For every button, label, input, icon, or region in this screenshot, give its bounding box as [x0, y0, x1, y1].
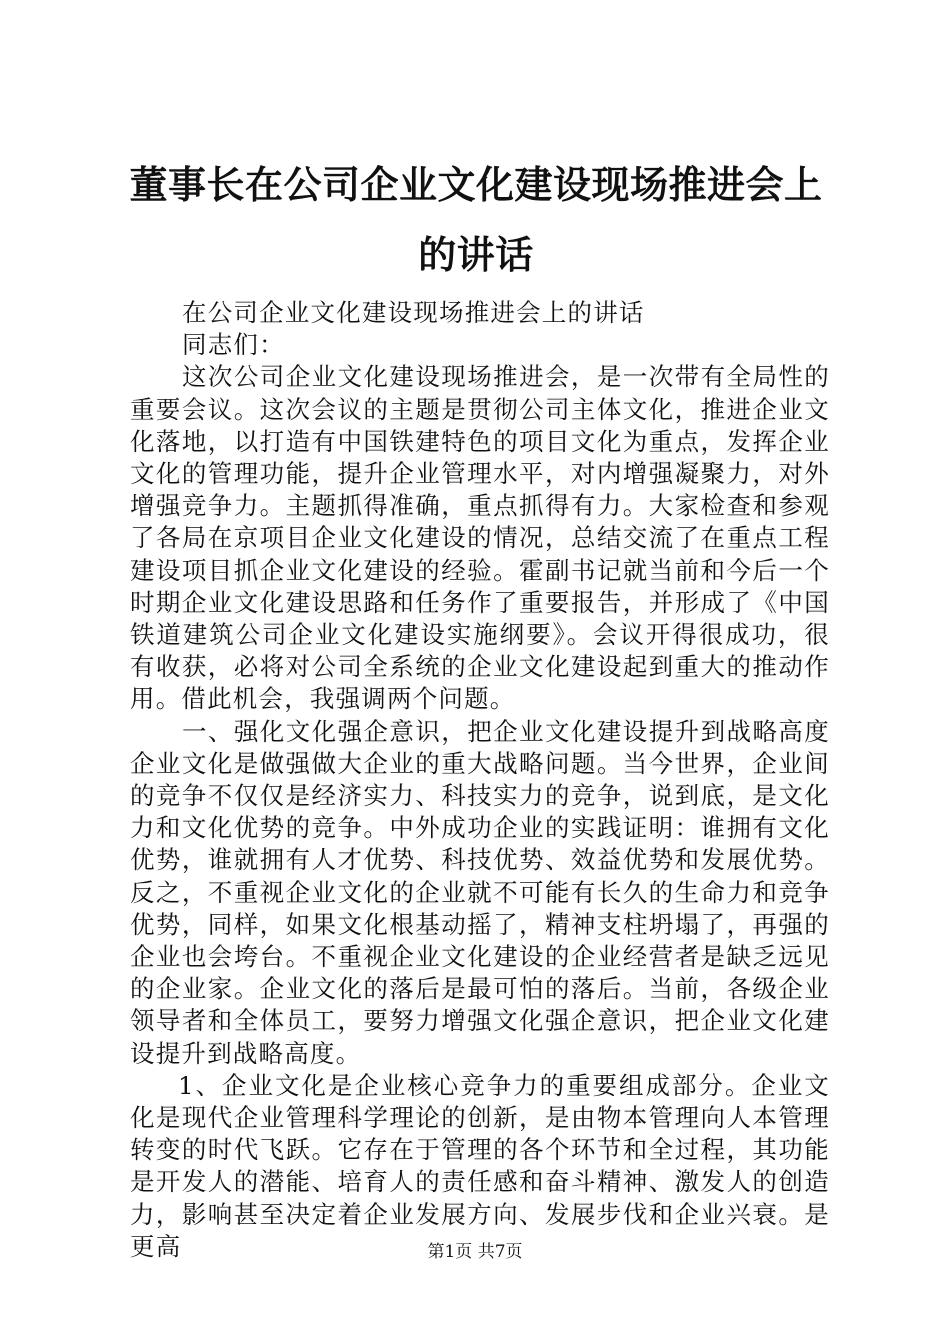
document-title: 董事长在公司企业文化建设现场推进会上的讲话 — [129, 162, 823, 277]
document-body — [130, 297, 830, 1263]
paragraph-3: 1、企业文化是企业核心竞争力的重要组成部分。企业文化是现代企业管理科学理论的创新，是由物本管理向人本管理转变的时代飞跃。它存在于管理的各个环节和全过程，其功能是开发人的潜能、培育人的责任感和奋斗精神、激发人的创造力，影响甚至决定着企业发展方向、发展步伐和企业兴衰。是更高 — [130, 1070, 830, 1261]
salutation: 同志们： — [182, 330, 285, 360]
document-subtitle: 在公司企业文化建设现场推进会上的讲话 — [182, 298, 645, 327]
paragraph-1: 这次公司企业文化建设现场推进会，是一次带有全局性的重要会议。这次会议的主题是贯彻公司主体文化，推进企业文化落地，以打造有中国铁建特色的项目文化为重点，发挥企业文化的管理功能，提升企业管理水平，对内增强凝聚力，对外增强竞争力。主题抓得准确，重点抓得有力。大家检查和参观了各局在京项目企业文化建设的情况，总结交流了在重点工程建设项目抓企业文化建设的经验。霍副书记就当前和今后一个时期企业文化建设思路和任务作了重要报告，并形成了《中国铁道建筑公司企业文化建设实施纲要》。会议开得很成功，很有收获，必将对公司全系统的企业文化建设起到重大的推动作用。借此机会，我强调两个问题。 — [130, 362, 830, 714]
paragraph-2: 一、强化文化强企意识，把企业文化建设提升到战略高度企业文化是做强做大企业的重大战略问题。当今世界，企业间的竞争不仅仅是经济实力、科技实力的竞争，说到底，是文化力和文化优势的竞争。中外成功企业的实践证明：谁拥有文化优势，谁就拥有人才优势、科技优势、效益优势和发展优势。反之，不重视企业文化的企业就不可能有长久的生命力和竞争优势，同样，如果文化根基动摇了，精神支柱坍塌了，再强的企业也会垮台。不重视企业文化建设的企业经营者是缺乏远见的企业家。企业文化的落后是最可怕的落后。当前，各级企业领导者和全体员工，要努力增强文化强企意识，把企业文化建设提升到战略高度。 — [130, 716, 830, 1068]
page-number: 第1页 共7页 — [427, 1242, 523, 1262]
